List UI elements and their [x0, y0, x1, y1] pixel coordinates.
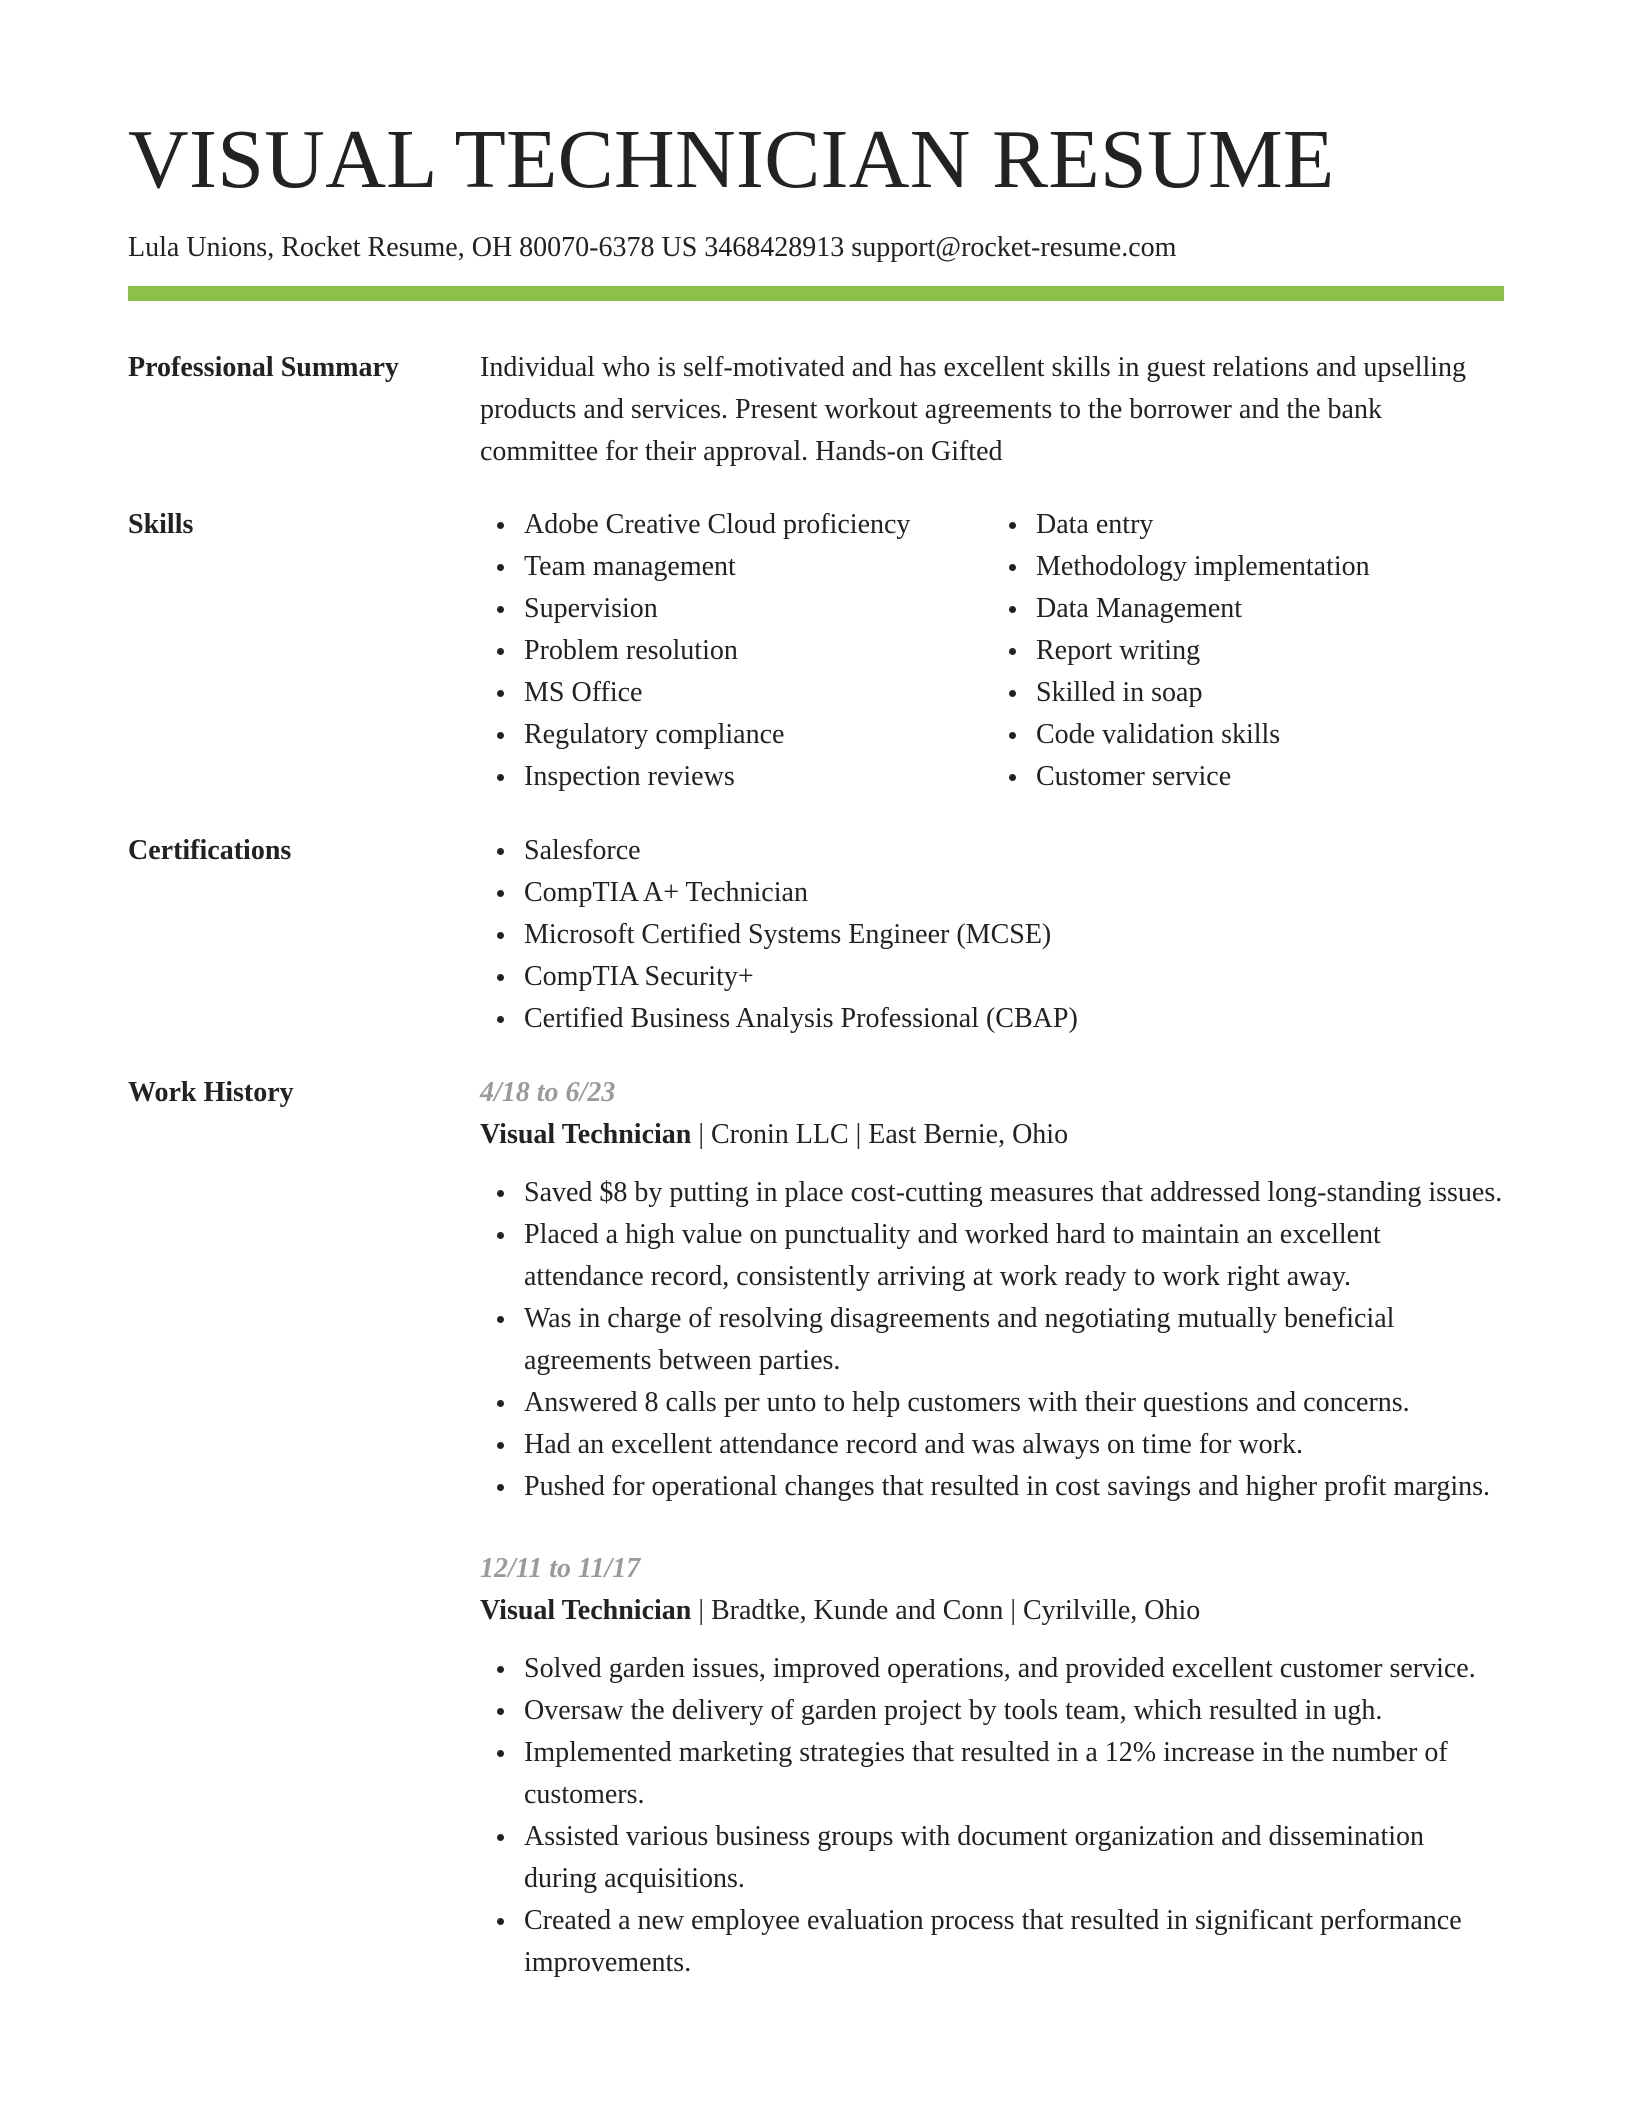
certification-item: CompTIA A+ Technician: [524, 872, 1504, 914]
skill-item: Adobe Creative Cloud proficiency: [524, 504, 992, 546]
job-bullets: [480, 1648, 1504, 1984]
job-bullets: [480, 1172, 1504, 1508]
contact-phone: 3468428913: [704, 232, 845, 263]
contact-email: support@rocket-resume.com: [851, 232, 1177, 263]
job-entry: [480, 1072, 1504, 1508]
job-bullet: Placed a high value on punctuality and worked hard to maintain an excellent attendance record, consistently arriving at work ready to work right away.: [524, 1214, 1504, 1298]
skill-item: Problem resolution: [524, 630, 992, 672]
skills-content: [480, 504, 1504, 798]
certification-item: Certified Business Analysis Professional (CBAP): [524, 998, 1504, 1040]
skills-column-2: [992, 504, 1504, 798]
skill-item: Customer service: [1036, 756, 1504, 798]
job-bullet: Assisted various business groups with document organization and dissemination during acquisitions.: [524, 1816, 1504, 1900]
skill-item: Methodology implementation: [1036, 546, 1504, 588]
job-details: | Bradtke, Kunde and Conn | Cyrilville, Ohio: [691, 1595, 1201, 1626]
certification-item: CompTIA Security+: [524, 956, 1504, 998]
job-bullet: Pushed for operational changes that resulted in cost savings and higher profit margins.: [524, 1466, 1504, 1508]
skill-item: Code validation skills: [1036, 714, 1504, 756]
job-role-line: [480, 1114, 1504, 1156]
work-history-label: Work History: [128, 1077, 294, 1108]
accent-divider: [128, 286, 1504, 301]
skill-item: Data Management: [1036, 588, 1504, 630]
job-details: | Cronin LLC | East Bernie, Ohio: [691, 1119, 1069, 1150]
work-history-content: [480, 1072, 1504, 1984]
skills-label: Skills: [128, 509, 194, 540]
job-bullet: Created a new employee evaluation process that resulted in significant performance improvements.: [524, 1900, 1504, 1984]
contact-line: [128, 230, 1176, 266]
certifications-label: Certifications: [128, 835, 292, 866]
skill-item: Skilled in soap: [1036, 672, 1504, 714]
job-bullet: Solved garden issues, improved operations, and provided excellent customer service.: [524, 1648, 1504, 1690]
certification-item: Microsoft Certified Systems Engineer (MCSE): [524, 914, 1504, 956]
skills-column-1: [480, 504, 992, 798]
job-bullet: Answered 8 calls per unto to help customers with their questions and concerns.: [524, 1382, 1504, 1424]
summary-label: Professional Summary: [128, 352, 399, 383]
skill-item: Data entry: [1036, 504, 1504, 546]
skill-item: Report writing: [1036, 630, 1504, 672]
skill-item: Team management: [524, 546, 992, 588]
contact-address: Lula Unions, Rocket Resume, OH 80070-6378 US: [128, 232, 698, 263]
certification-item: Salesforce: [524, 830, 1504, 872]
job-bullet: Saved $8 by putting in place cost-cutting measures that addressed long-standing issues.: [524, 1172, 1504, 1214]
certifications-content: [480, 830, 1504, 1040]
job-dates: 4/18 to 6/23: [480, 1077, 616, 1108]
certifications-list: [480, 830, 1504, 1040]
job-entry: [480, 1548, 1504, 1984]
job-bullet: Was in charge of resolving disagreements and negotiating mutually beneficial agreements between parties.: [524, 1298, 1504, 1382]
skill-item: Regulatory compliance: [524, 714, 992, 756]
resume-title: VISUAL TECHNICIAN RESUME: [128, 113, 1335, 206]
skill-item: Supervision: [524, 588, 992, 630]
job-dates: 12/11 to 11/17: [480, 1553, 641, 1584]
job-title: Visual Technician: [480, 1595, 692, 1626]
skill-item: Inspection reviews: [524, 756, 992, 798]
summary-text: Individual who is self-motivated and has excellent skills in guest relations and upselling products and services. Present workout agreements to the borrower and the bank committee for their approval. Hands-on Gifted: [480, 352, 1467, 467]
job-title: Visual Technician: [480, 1119, 692, 1150]
job-bullet: Implemented marketing strategies that resulted in a 12% increase in the number of customers.: [524, 1732, 1504, 1816]
job-role-line: [480, 1590, 1504, 1632]
job-bullet: Had an excellent attendance record and was always on time for work.: [524, 1424, 1504, 1466]
skill-item: MS Office: [524, 672, 992, 714]
job-bullet: Oversaw the delivery of garden project by tools team, which resulted in ugh.: [524, 1690, 1504, 1732]
summary-content: [480, 347, 1504, 473]
